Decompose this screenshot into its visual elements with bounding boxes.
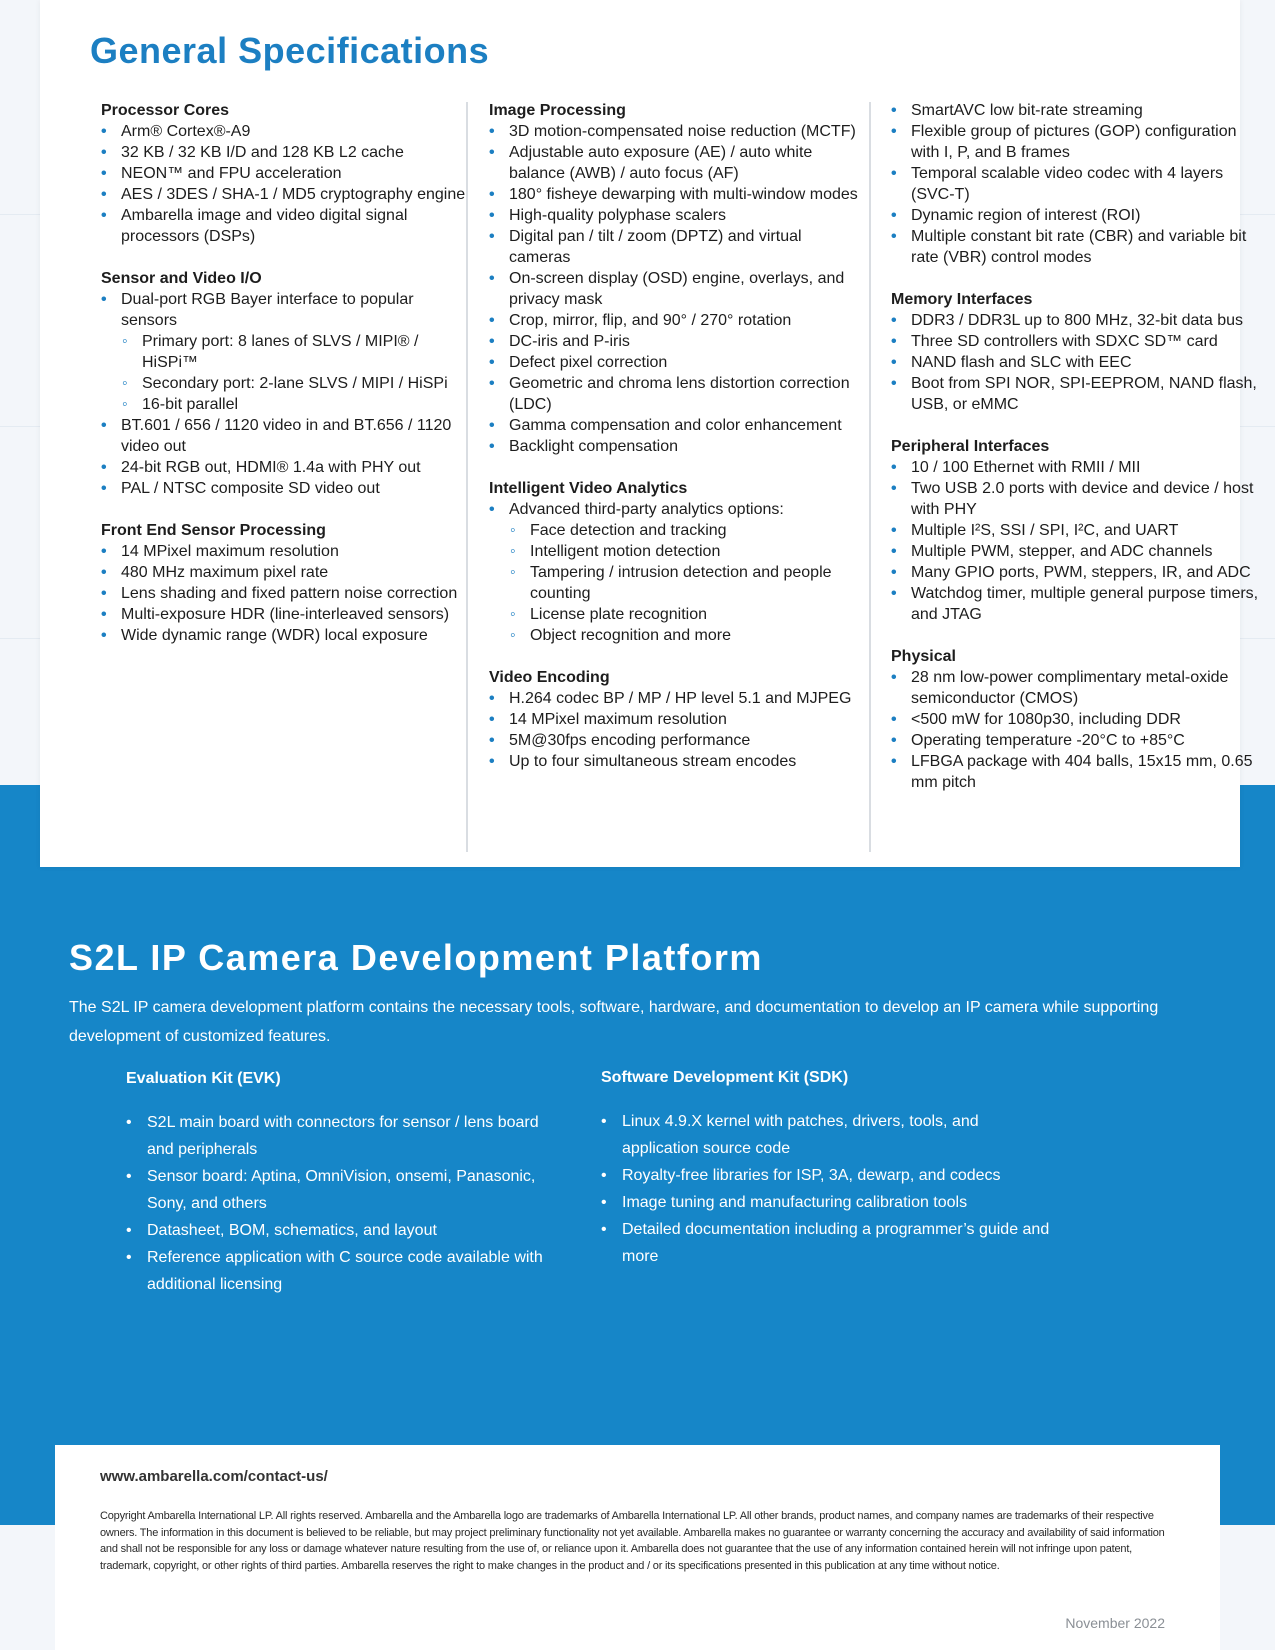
bullet-list [891, 667, 1261, 793]
bullet-list [101, 121, 471, 247]
footer [55, 1445, 1220, 1650]
item-text: NEON™ and FPU acceleration [121, 165, 342, 182]
item-text: 480 MHz maximum pixel rate [121, 564, 329, 581]
list-item [489, 436, 859, 457]
list-item [489, 499, 859, 520]
section-title: Physical [891, 648, 956, 665]
spec-section [101, 268, 471, 499]
item-text: BT.601 / 656 / 1120 video in and BT.656 / 1120 video out [121, 417, 452, 455]
list-item [101, 457, 471, 478]
list-item [891, 163, 1261, 205]
section-title: Front End Sensor Processing [101, 522, 326, 539]
list-item [891, 331, 1261, 352]
item-text: Lens shading and fixed pattern noise correction [121, 585, 458, 602]
sub-list-item: ◦ Intelligent motion detection [489, 541, 859, 562]
list-item [489, 730, 859, 751]
item-text: Digital pan / tilt / zoom (DPTZ) and virtual cameras [509, 228, 802, 266]
sub-list-item: ◦ Face detection and tracking [489, 520, 859, 541]
spec-section [101, 100, 471, 247]
sdk-item: • Royalty-free libraries for ISP, 3A, dewarp, and codecs [601, 1162, 1051, 1189]
evk-item: • Sensor board: Aptina, OmniVision, onsemi, Panasonic, Sony, and others [126, 1163, 566, 1217]
list-item [489, 142, 859, 184]
spec-column-2 [489, 100, 859, 793]
section-title: Sensor and Video I/O [101, 270, 262, 287]
item-text: 14 MPixel maximum resolution [121, 543, 339, 560]
item-text: Crop, mirror, flip, and 90° / 270° rotation [509, 312, 792, 329]
spec-section [489, 100, 859, 457]
list-item [891, 310, 1261, 331]
item-text: SmartAVC low bit-rate streaming [911, 102, 1143, 119]
item-text: Dual-port RGB Bayer interface to popular sensors [121, 291, 414, 329]
evk-item: • Datasheet, BOM, schematics, and layout [126, 1217, 566, 1244]
list-item [891, 100, 1261, 121]
sub-list-item: ◦ 16-bit parallel [101, 394, 471, 415]
item-text: 10 / 100 Ethernet with RMII / MII [911, 459, 1141, 476]
section-title: Intelligent Video Analytics [489, 480, 688, 497]
sub-list [489, 520, 859, 646]
list-item [489, 751, 859, 772]
list-item [489, 373, 859, 415]
item-text: Multiple PWM, stepper, and ADC channels [911, 543, 1213, 560]
bullet-list [101, 541, 471, 646]
item-text: Defect pixel correction [509, 354, 668, 371]
list-item [489, 268, 859, 310]
spec-section [891, 289, 1261, 415]
list-item [489, 226, 859, 268]
item-text: Three SD controllers with SDXC SD™ card [911, 333, 1218, 350]
page-title: General Specifications [90, 30, 490, 71]
item-text: 32 KB / 32 KB I/D and 128 KB L2 cache [121, 144, 404, 161]
item-text: DC-iris and P-iris [509, 333, 630, 350]
evk-list [126, 1109, 566, 1298]
item-text: Flexible group of pictures (GOP) configuration with I, P, and B frames [911, 123, 1237, 161]
list-item [891, 373, 1261, 415]
list-item [489, 121, 859, 142]
bullet-list [489, 688, 859, 772]
list-item [101, 163, 471, 184]
bullet-list [489, 121, 859, 457]
spec-column-1 [101, 100, 471, 667]
list-item [891, 667, 1261, 709]
item-text: LFBGA package with 404 balls, 15x15 mm, 0.65 mm pitch [911, 753, 1253, 791]
item-text: Adjustable auto exposure (AE) / auto white balance (AWB) / auto focus (AF) [509, 144, 813, 182]
item-text: Multiple I²S, SSI / SPI, I²C, and UART [911, 522, 1179, 539]
list-item [891, 541, 1261, 562]
item-text: Two USB 2.0 ports with device and device / host with PHY [911, 480, 1254, 518]
item-text: 3D motion-compensated noise reduction (MCTF) [509, 123, 856, 140]
sub-list-item: ◦ Primary port: 8 lanes of SLVS / MIPI® / HiSPi™ [101, 331, 471, 373]
sub-list-item: ◦ Object recognition and more [489, 625, 859, 646]
spec-section [891, 100, 1261, 268]
platform-description: The S2L IP camera development platform contains the necessary tools, software, hardware, and documentation to develop an IP camera while supporting development of customized features. [69, 999, 1159, 1045]
list-item [489, 688, 859, 709]
sdk-item: • Image tuning and manufacturing calibration tools [601, 1189, 1051, 1216]
item-text: NAND flash and SLC with EEC [911, 354, 1132, 371]
list-item [489, 709, 859, 730]
bullet-list [891, 457, 1261, 625]
list-item [489, 415, 859, 436]
evk-title: Evaluation Kit (EVK) [126, 1070, 281, 1087]
list-item [101, 478, 471, 499]
spec-section [101, 520, 471, 646]
list-item [891, 226, 1261, 268]
list-item [101, 583, 471, 604]
item-text: Backlight compensation [509, 438, 678, 455]
item-text: DDR3 / DDR3L up to 800 MHz, 32-bit data bus [911, 312, 1244, 329]
list-item [489, 205, 859, 226]
platform-title: S2L IP Camera Development Platform [69, 937, 763, 978]
sdk-list [601, 1108, 1051, 1270]
item-text: Up to four simultaneous stream encodes [509, 753, 797, 770]
item-text: PAL / NTSC composite SD video out [121, 480, 380, 497]
list-item [101, 184, 471, 205]
item-text: 5M@30fps encoding performance [509, 732, 751, 749]
item-text: Arm® Cortex®-A9 [121, 123, 251, 140]
list-item [891, 121, 1261, 163]
section-title: Peripheral Interfaces [891, 438, 1050, 455]
list-item [891, 709, 1261, 730]
list-item [101, 121, 471, 142]
list-item [891, 457, 1261, 478]
sdk-item: • Detailed documentation including a programmer’s guide and more [601, 1216, 1051, 1270]
spec-section [489, 478, 859, 646]
list-item [489, 331, 859, 352]
item-text: Dynamic region of interest (ROI) [911, 207, 1141, 224]
list-item [489, 310, 859, 331]
section-title: Memory Interfaces [891, 291, 1033, 308]
list-item [101, 604, 471, 625]
item-text: <500 mW for 1080p30, including DDR [911, 711, 1181, 728]
list-item [891, 751, 1261, 793]
item-text: H.264 codec BP / MP / HP level 5.1 and MJPEG [509, 690, 852, 707]
bullet-list [891, 310, 1261, 415]
list-item [891, 583, 1261, 625]
item-text: Multi-exposure HDR (line-interleaved sensors) [121, 606, 450, 623]
item-text: AES / 3DES / SHA-1 / MD5 cryptography engine [121, 186, 466, 203]
section-title: Processor Cores [101, 102, 230, 119]
item-text: Advanced third-party analytics options: [509, 501, 784, 518]
list-item [101, 625, 471, 646]
item-text: Geometric and chroma lens distortion correction (LDC) [509, 375, 850, 413]
item-text: Operating temperature -20°C to +85°C [911, 732, 1185, 749]
sub-list-item: ◦ License plate recognition [489, 604, 859, 625]
item-text: Boot from SPI NOR, SPI-EEPROM, NAND flash, USB, or eMMC [911, 375, 1257, 413]
item-text: Ambarella image and video digital signal processors (DSPs) [121, 207, 408, 245]
spec-section [489, 667, 859, 772]
sub-list-item: ◦ Tampering / intrusion detection and people counting [489, 562, 859, 604]
item-text: On-screen display (OSD) engine, overlays, and privacy mask [509, 270, 845, 308]
item-text: Gamma compensation and color enhancement [509, 417, 842, 434]
sub-list [101, 331, 471, 415]
sdk-title: Software Development Kit (SDK) [601, 1069, 849, 1086]
list-item [101, 205, 471, 247]
item-text: 14 MPixel maximum resolution [509, 711, 727, 728]
software-development-kit [601, 1067, 1051, 1270]
list-item [101, 289, 471, 331]
list-item [891, 205, 1261, 226]
publication-date: November 2022 [1065, 1615, 1165, 1631]
list-item [489, 352, 859, 373]
list-item [101, 541, 471, 562]
item-text: Temporal scalable video codec with 4 layers (SVC-T) [911, 165, 1224, 203]
list-item [489, 184, 859, 205]
list-item [891, 478, 1261, 520]
spec-section [891, 436, 1261, 625]
section-title: Image Processing [489, 102, 626, 119]
item-text: Watchdog timer, multiple general purpose timers, and JTAG [911, 585, 1259, 623]
evk-item: • S2L main board with connectors for sensor / lens board and peripherals [126, 1109, 566, 1163]
evk-item: • Reference application with C source code available with additional licensing [126, 1244, 566, 1298]
item-text: 28 nm low-power complimentary metal-oxide semiconductor (CMOS) [911, 669, 1229, 707]
list-item [101, 415, 471, 457]
bullet-list [489, 499, 859, 646]
contact-link[interactable]: www.ambarella.com/contact-us/ [100, 1468, 328, 1485]
item-text: Many GPIO ports, PWM, steppers, IR, and ADC [911, 564, 1251, 581]
list-item [101, 142, 471, 163]
item-text: Wide dynamic range (WDR) local exposure [121, 627, 428, 644]
item-text: Multiple constant bit rate (CBR) and variable bit rate (VBR) control modes [911, 228, 1247, 266]
bullet-list [101, 289, 471, 499]
general-specifications-card [40, 0, 1259, 867]
copyright-notice: Copyright Ambarella International LP. All rights reserved. Ambarella and the Ambarella logo are trademarks of Ambarella International LP. All other brands, product names, and company names are trademarks of their respective owners. The information in this document is believed to be reliable, but may project preliminary functionality not yet available. Ambarella makes no guarantee or warranty concerning the accuracy and availability of said information and shall not be responsible for any loss or damage whatever nature resulting from the use of, or reliance upon it. Ambarella does not guarantee that the use of any information contained herein will not infringe upon patent, trademark, copyright, or other rights of third parties. Ambarella reserves the right to make changes in the product and / or its specifications presented in this publication at any time without notice. [100, 1510, 1165, 1572]
list-item [101, 562, 471, 583]
item-text: 180° fisheye dewarping with multi-window modes [509, 186, 858, 203]
bullet-list [891, 100, 1261, 268]
sdk-item: • Linux 4.9.X kernel with patches, drivers, tools, and application source code [601, 1108, 1051, 1162]
list-item [891, 520, 1261, 541]
section-title: Video Encoding [489, 669, 610, 686]
list-item [891, 352, 1261, 373]
column-divider [869, 102, 871, 852]
item-text: 24-bit RGB out, HDMI® 1.4a with PHY out [121, 459, 421, 476]
evaluation-kit [126, 1068, 566, 1298]
item-text: High-quality polyphase scalers [509, 207, 726, 224]
spec-column-3 [891, 100, 1261, 814]
list-item [891, 730, 1261, 751]
list-item [891, 562, 1261, 583]
spec-section [891, 646, 1261, 793]
sub-list-item: ◦ Secondary port: 2-lane SLVS / MIPI / HiSPi [101, 373, 471, 394]
